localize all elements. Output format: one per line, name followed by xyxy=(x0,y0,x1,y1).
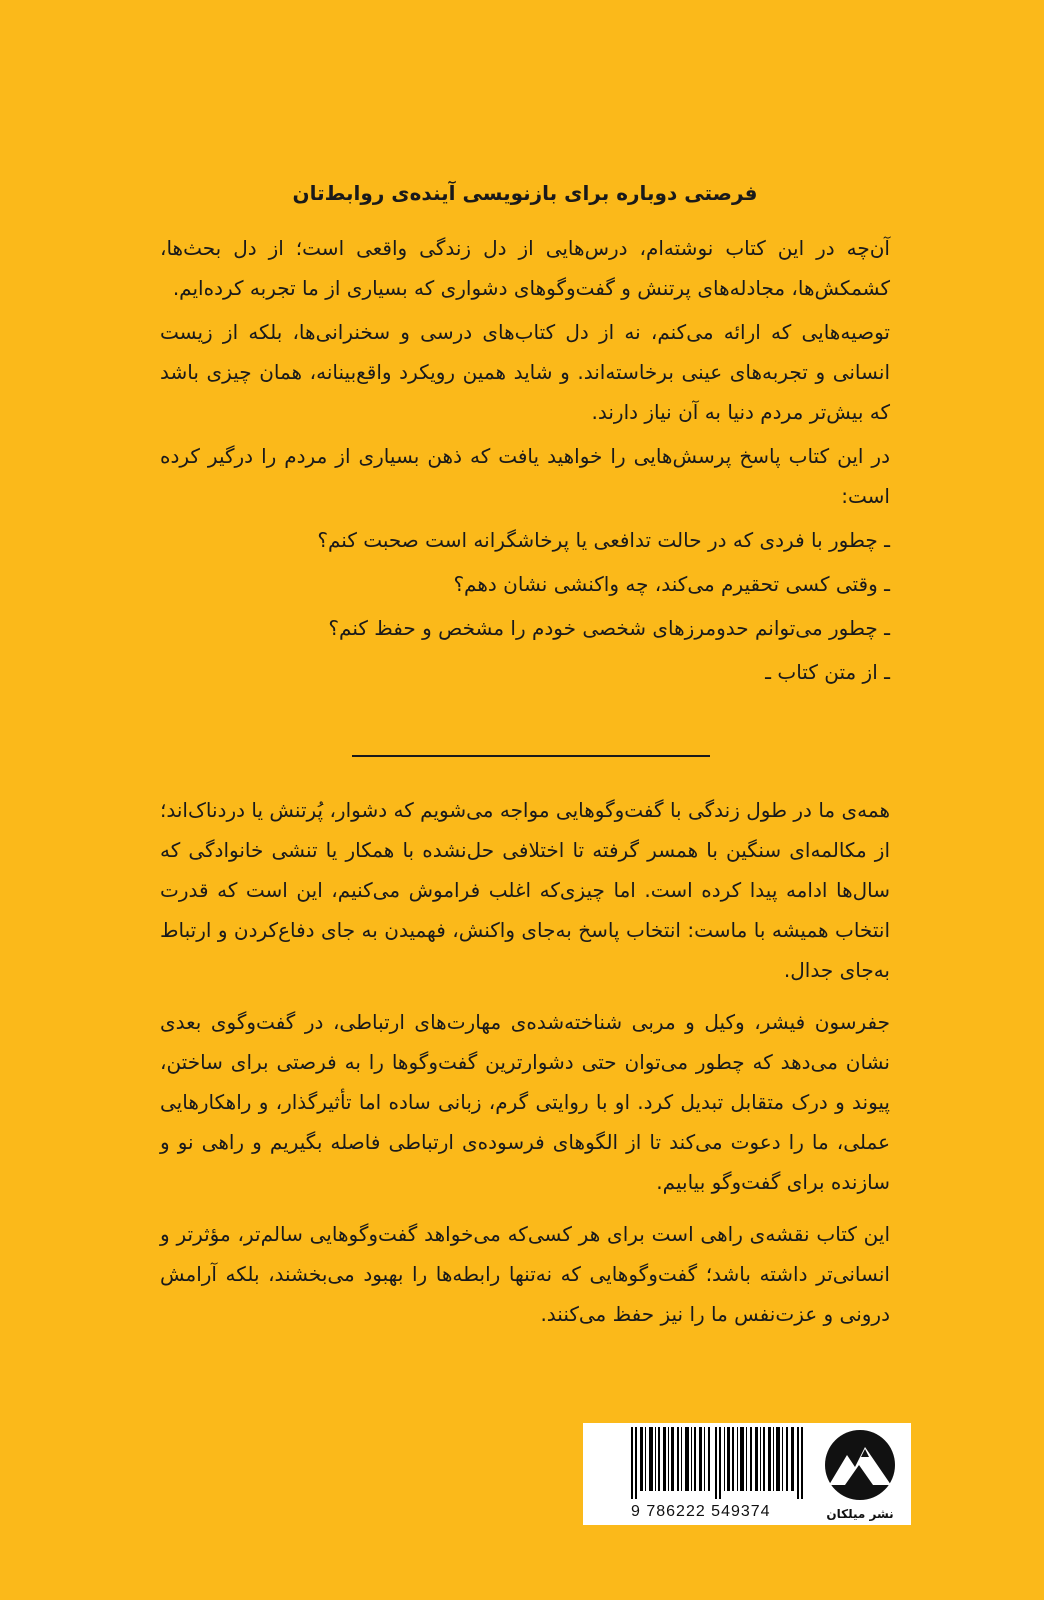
publisher-name: نشر میلکان xyxy=(826,1507,894,1521)
intro-section xyxy=(160,180,890,692)
barcode-bars xyxy=(631,1427,811,1499)
back-cover-title: فرصتی دوباره برای بازنویسی آینده‌ی روابط‌تان xyxy=(292,181,758,205)
intro-paragraph-2: توصیه‌هایی که ارائه می‌کنم، نه از دل کتاب‌های درسی و سخنرانی‌ها، بلکه از زیست انسانی و تجربه‌های عینی برخاسته‌اند. و شاید همین رویکرد واقع‌بینانه، همان چیزی باشد که بیش‌تر مردم دنیا به آن نیاز دارند. xyxy=(160,320,890,424)
publisher-logo xyxy=(815,1427,905,1523)
description-paragraph-1: همه‌ی ما در طول زندگی با گفت‌وگوهایی مواجه می‌شویم که دشوار، پُرتنش یا دردناک‌اند؛ از مکالمه‌ای سنگین با همسر گرفته تا اختلافی حل‌نشده با همکار یا تنشی خانوادگی که سال‌ها ادامه پیدا کرده است. اما چیزی‌که اغلب فراموش می‌کنیم، این است که قدرت انتخاب همیشه با ماست: انتخاب پاسخ به‌جای واکنش، فهمیدن به جای دفاع‌کردن و ارتباط به‌جای جدال. xyxy=(160,798,890,982)
section-divider xyxy=(352,755,710,757)
barcode-panel xyxy=(583,1423,911,1525)
question-item: ـ وقتی کسی تحقیرم می‌کند، چه واکنشی نشان دهم؟ xyxy=(453,572,890,596)
mountain-logo-icon xyxy=(815,1427,905,1505)
question-item: ـ چطور می‌توانم حدومرزهای شخصی خودم را مشخص و حفظ کنم؟ xyxy=(328,616,890,640)
description-paragraph-2: جفرسون فیشر، وکیل و مربی شناخته‌شده‌ی مهارت‌های ارتباطی، در گفت‌وگوی بعدی نشان می‌دهد که چطور می‌توان حتی دشوارترین گفت‌وگوها را به فرصتی برای ساختن، پیوند و درک متقابل تبدیل کرد. او با روایتی گرم، زبانی ساده اما تأثیرگذار، و راهکارهایی عملی، ما را دعوت می‌کند تا از الگوهای فرسوده‌ی ارتباطی فاصله بگیریم و راهی نو و سازنده برای گفت‌وگو بیابیم. xyxy=(160,1010,890,1194)
description-section xyxy=(160,790,890,1346)
question-item: ـ چطور با فردی که در حالت تدافعی یا پرخاشگرانه است صحبت کنم؟ xyxy=(317,528,890,552)
description-paragraph-3: این کتاب نقشه‌ی راهی است برای هر کسی‌که می‌خواهد گفت‌وگوهایی سالم‌تر، مؤثرتر و انسانی‌تر داشته باشد؛ گفت‌وگوهایی که نه‌تنها رابطه‌ها را بهبود می‌بخشند، بلکه آرامش درونی و عزت‌نفس ما را نیز حفظ می‌کنند. xyxy=(160,1222,890,1326)
intro-paragraph-1: آن‌چه در این کتاب نوشته‌ام، درس‌هایی از دل زندگی واقعی است؛ از دل بحث‌ها، کشمکش‌ها، مجادله‌های پرتنش و گفت‌وگوهای دشواری که بسیاری از ما تجربه کرده‌ایم. xyxy=(160,236,890,300)
source-note: ـ از متن کتاب ـ xyxy=(765,660,890,684)
isbn-number: 9 786222 549374 xyxy=(631,1503,771,1520)
intro-paragraph-3: در این کتاب پاسخ پرسش‌هایی را خواهید یافت که ذهن بسیاری از مردم را درگیر کرده است: xyxy=(160,444,890,508)
